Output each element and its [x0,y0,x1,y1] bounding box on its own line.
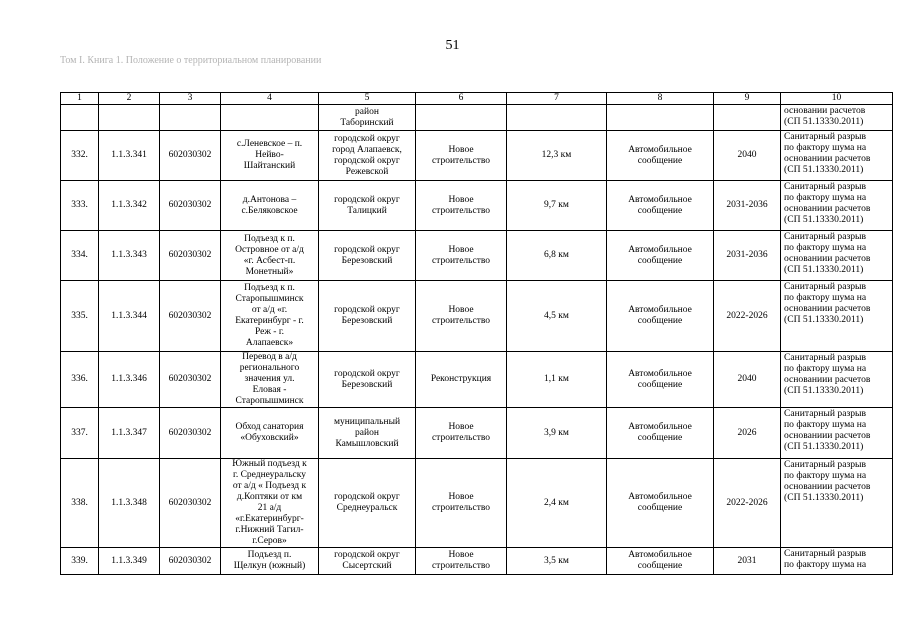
table-cell: Новое строительство [416,231,507,281]
table-cell: Обход санатория «Обуховский» [221,408,319,459]
table-cell: 338. [61,459,99,548]
table-row [61,408,893,459]
table-cell: Санитарный разрыв по фактору шума на основаниии расчетов (СП 51.13330.2011) [781,281,893,352]
table-cell: 332. [61,131,99,181]
table-cell: Автомобильное сообщение [607,281,714,352]
column-header: 9 [714,93,781,105]
table-cell: 1.1.3.346 [99,352,160,408]
table-cell: Подъезд к п. Островное от а/д «г. Асбест-п. Монетный» [221,231,319,281]
table-cell: 602030302 [160,352,221,408]
table-cell: Санитарный разрыв по фактору шума на основаниии расчетов (СП 51.13330.2011) [781,231,893,281]
column-header: 1 [61,93,99,105]
table-cell: 1.1.3.341 [99,131,160,181]
table-cell: с.Леневское – п. Нейво- Шайтанский [221,131,319,181]
table-cell: городской округ Березовский [319,352,416,408]
table-cell: городской округ Среднеуральск [319,459,416,548]
table-cell: 602030302 [160,131,221,181]
table-cell: Автомобильное сообщение [607,352,714,408]
table-cell: Автомобильное сообщение [607,408,714,459]
table-cell: 2040 [714,352,781,408]
column-header: 8 [607,93,714,105]
table-cell: городской округ Березовский [319,231,416,281]
table-cell: Автомобильное сообщение [607,131,714,181]
table-cell [221,105,319,131]
table-row [61,231,893,281]
table-cell: 6,8 км [507,231,607,281]
column-header: 7 [507,93,607,105]
table-cell [507,105,607,131]
table-cell: Новое строительство [416,131,507,181]
table-cell: 1.1.3.343 [99,231,160,281]
table-cell: Санитарный разрыв по фактору шума на основаниии расчетов (СП 51.13330.2011) [781,459,893,548]
table-cell: 2026 [714,408,781,459]
table-cell: 602030302 [160,181,221,231]
table-cell: городской округ Сысертский [319,548,416,575]
table-cell: основании расчетов (СП 51.13330.2011) [781,105,893,131]
table-cell: д.Антонова – с.Беляковское [221,181,319,231]
table-cell: 1.1.3.344 [99,281,160,352]
table-cell: 336. [61,352,99,408]
table-cell: Санитарный разрыв по фактору шума на [781,548,893,575]
table-row [61,548,893,575]
table-row [61,181,893,231]
table-cell: 12,3 км [507,131,607,181]
table-cell: 334. [61,231,99,281]
document-header: Том I. Книга 1. Положение о территориальном планировании [60,55,322,66]
column-header: 5 [319,93,416,105]
table-row [61,281,893,352]
table-cell: 2031 [714,548,781,575]
data-table [60,92,893,575]
table-cell: 602030302 [160,548,221,575]
table-cell: Новое строительство [416,281,507,352]
column-header: 10 [781,93,893,105]
table-cell: Подъезд п. Щелкун (южный) [221,548,319,575]
table-cell: городской округ город Алапаевск, городской округ Режевской [319,131,416,181]
table-cell: 2022-2026 [714,459,781,548]
table-cell: 1,1 км [507,352,607,408]
column-header: 2 [99,93,160,105]
table-cell [160,105,221,131]
table-cell: Подъезд к п. Старопышминск от а/д «г. Екатеринбург - г. Реж - г. Алапаевск» [221,281,319,352]
table-cell: городской округ Березовский [319,281,416,352]
table-cell: 337. [61,408,99,459]
table-cell: 2022-2026 [714,281,781,352]
table-cell: 335. [61,281,99,352]
table-cell: Автомобильное сообщение [607,231,714,281]
table-cell: Автомобильное сообщение [607,181,714,231]
table-cell: Реконструкция [416,352,507,408]
table-cell: 1.1.3.348 [99,459,160,548]
table-cell [61,105,99,131]
table-cell [99,105,160,131]
table-cell: 2,4 км [507,459,607,548]
table-cell: 3,5 км [507,548,607,575]
column-header: 3 [160,93,221,105]
table-cell: 1.1.3.347 [99,408,160,459]
table-cell: Южный подъезд к г. Среднеуральску от а/д « Подъезд к д.Коптяки от км 21 а/д «г.Екатеринбург- г.Нижний Тагил- г.Серов» [221,459,319,548]
table-cell: 9,7 км [507,181,607,231]
table-row [61,459,893,548]
table-cell: район Таборинский [319,105,416,131]
table-cell: 602030302 [160,408,221,459]
table-header-row [61,93,893,105]
table-cell: Санитарный разрыв по фактору шума на основаниии расчетов (СП 51.13330.2011) [781,352,893,408]
table-cell: 4,5 км [507,281,607,352]
table-cell: городской округ Талицкий [319,181,416,231]
table-cell: Санитарный разрыв по фактору шума на основаниии расчетов (СП 51.13330.2011) [781,408,893,459]
table-cell: муниципальный район Камышловский [319,408,416,459]
table-cell: 602030302 [160,281,221,352]
table-cell: Новое строительство [416,408,507,459]
table-cell: Новое строительство [416,181,507,231]
page-number: 51 [445,38,460,53]
table-cell: 602030302 [160,459,221,548]
table-cell: 3,9 км [507,408,607,459]
table-row [61,105,893,131]
table-cell: 2040 [714,131,781,181]
table-cell: Новое строительство [416,548,507,575]
column-header: 6 [416,93,507,105]
table-cell: 602030302 [160,231,221,281]
table-cell: 333. [61,181,99,231]
table-cell: 1.1.3.342 [99,181,160,231]
table-cell [607,105,714,131]
table-cell: Новое строительство [416,459,507,548]
table-cell: Санитарный разрыв по фактору шума на основаниии расчетов (СП 51.13330.2011) [781,181,893,231]
table-cell [416,105,507,131]
table-row [61,131,893,181]
table-cell: 339. [61,548,99,575]
table-cell: Перевод в а/д регионального значения ул. Еловая - Старопышминск [221,352,319,408]
column-header: 4 [221,93,319,105]
table-cell: 1.1.3.349 [99,548,160,575]
table-cell: Автомобильное сообщение [607,459,714,548]
table-cell: 2031-2036 [714,181,781,231]
table-cell: Автомобильное сообщение [607,548,714,575]
table-cell [714,105,781,131]
table-row [61,352,893,408]
table-cell: Санитарный разрыв по фактору шума на основаниии расчетов (СП 51.13330.2011) [781,131,893,181]
table-cell: 2031-2036 [714,231,781,281]
